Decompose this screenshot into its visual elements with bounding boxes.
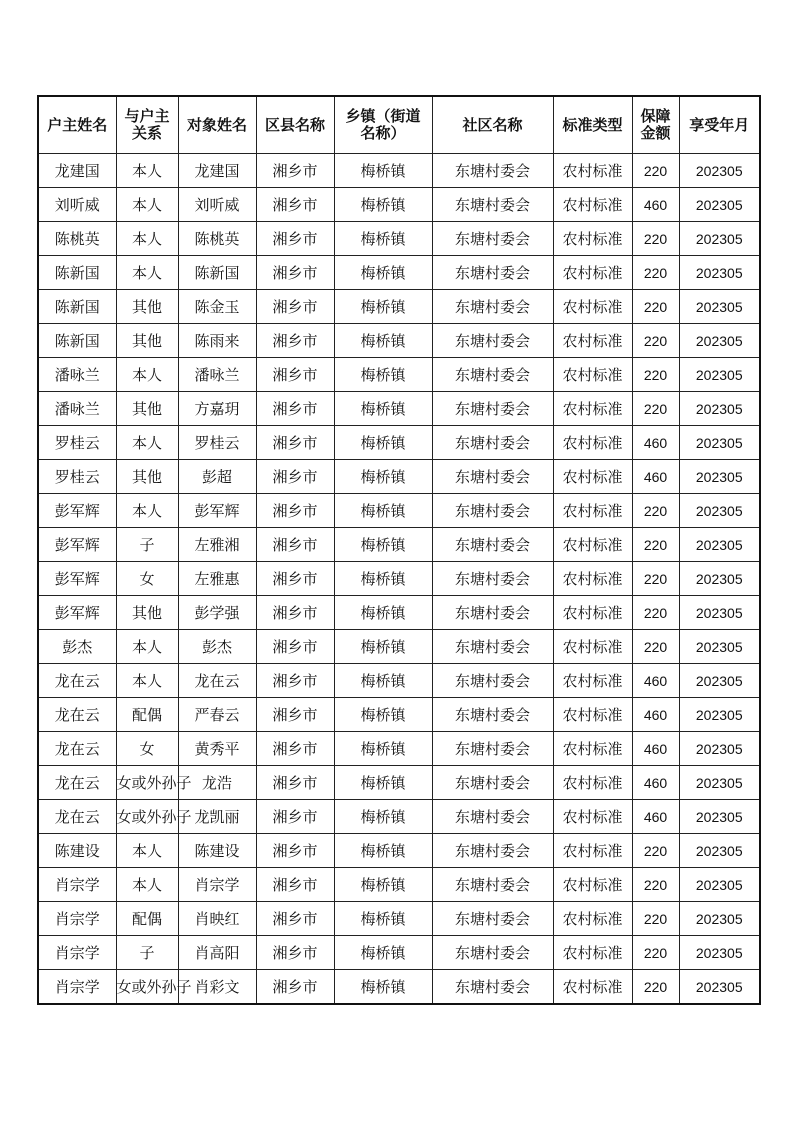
table-row: [38, 154, 760, 188]
cell-standard: 农村标准: [553, 834, 632, 868]
cell-county: 湘乡市: [256, 732, 334, 766]
cell-relation: 其他: [116, 324, 178, 358]
cell-standard: 农村标准: [553, 800, 632, 834]
cell-standard: 农村标准: [553, 868, 632, 902]
cell-township: 梅桥镇: [334, 392, 432, 426]
cell-community: 东塘村委会: [432, 800, 553, 834]
cell-recipient: 陈建设: [178, 834, 256, 868]
table-row: [38, 698, 760, 732]
cell-standard: 农村标准: [553, 188, 632, 222]
header-line: 享受年月: [689, 115, 750, 134]
table-row: [38, 664, 760, 698]
cell-period: 202305: [679, 936, 760, 970]
cell-recipient: 肖宗学: [178, 868, 256, 902]
cell-township: 梅桥镇: [334, 154, 432, 188]
table-row: [38, 834, 760, 868]
cell-relation: 子: [116, 528, 178, 562]
cell-community: 东塘村委会: [432, 528, 553, 562]
cell-standard: 农村标准: [553, 698, 632, 732]
cell-county: 湘乡市: [256, 256, 334, 290]
cell-relation: 本人: [116, 358, 178, 392]
cell-township: 梅桥镇: [334, 970, 432, 1005]
cell-community: 东塘村委会: [432, 732, 553, 766]
cell-recipient: 罗桂云: [178, 426, 256, 460]
cell-household-head: 肖宗学: [38, 970, 116, 1005]
cell-period: 202305: [679, 902, 760, 936]
cell-relation: 其他: [116, 392, 178, 426]
cell-standard: 农村标准: [553, 902, 632, 936]
cell-community: 东塘村委会: [432, 630, 553, 664]
cell-amount: 460: [632, 664, 679, 698]
table-row: [38, 222, 760, 256]
cell-household-head: 龙在云: [38, 732, 116, 766]
table-row: [38, 358, 760, 392]
cell-standard: 农村标准: [553, 664, 632, 698]
cell-community: 东塘村委会: [432, 324, 553, 358]
cell-relation: 本人: [116, 154, 178, 188]
cell-period: 202305: [679, 358, 760, 392]
cell-community: 东塘村委会: [432, 664, 553, 698]
cell-relation: 本人: [116, 426, 178, 460]
cell-period: 202305: [679, 732, 760, 766]
cell-township: 梅桥镇: [334, 596, 432, 630]
cell-county: 湘乡市: [256, 936, 334, 970]
cell-township: 梅桥镇: [334, 460, 432, 494]
table-row: [38, 528, 760, 562]
cell-recipient: 彭杰: [178, 630, 256, 664]
cell-township: 梅桥镇: [334, 902, 432, 936]
cell-relation: 本人: [116, 188, 178, 222]
cell-amount: 220: [632, 290, 679, 324]
cell-amount: 220: [632, 834, 679, 868]
cell-township: 梅桥镇: [334, 494, 432, 528]
cell-township: 梅桥镇: [334, 324, 432, 358]
cell-period: 202305: [679, 154, 760, 188]
cell-period: 202305: [679, 188, 760, 222]
cell-relation: 配偶: [116, 698, 178, 732]
cell-county: 湘乡市: [256, 596, 334, 630]
table-row: [38, 460, 760, 494]
cell-recipient: 陈雨来: [178, 324, 256, 358]
cell-community: 东塘村委会: [432, 562, 553, 596]
cell-community: 东塘村委会: [432, 460, 553, 494]
cell-community: 东塘村委会: [432, 936, 553, 970]
cell-township: 梅桥镇: [334, 358, 432, 392]
cell-community: 东塘村委会: [432, 290, 553, 324]
cell-county: 湘乡市: [256, 392, 334, 426]
cell-standard: 农村标准: [553, 290, 632, 324]
cell-township: 梅桥镇: [334, 868, 432, 902]
cell-amount: 460: [632, 698, 679, 732]
cell-recipient: 肖映红: [178, 902, 256, 936]
cell-amount: 220: [632, 868, 679, 902]
cell-community: 东塘村委会: [432, 426, 553, 460]
cell-recipient: 潘咏兰: [178, 358, 256, 392]
cell-standard: 农村标准: [553, 596, 632, 630]
document-page: [37, 95, 761, 1005]
cell-period: 202305: [679, 596, 760, 630]
table-row: [38, 324, 760, 358]
cell-township: 梅桥镇: [334, 936, 432, 970]
cell-amount: 220: [632, 324, 679, 358]
cell-household-head: 肖宗学: [38, 902, 116, 936]
cell-county: 湘乡市: [256, 290, 334, 324]
cell-relation: 女或外孙子: [116, 800, 178, 834]
table-row: [38, 188, 760, 222]
cell-relation: 其他: [116, 596, 178, 630]
cell-household-head: 陈新国: [38, 324, 116, 358]
header-line: 名称）: [360, 124, 406, 142]
cell-township: 梅桥镇: [334, 800, 432, 834]
cell-standard: 农村标准: [553, 562, 632, 596]
cell-relation: 女: [116, 732, 178, 766]
header-household-head: [38, 96, 116, 154]
cell-amount: 220: [632, 528, 679, 562]
cell-county: 湘乡市: [256, 222, 334, 256]
cell-relation: 本人: [116, 834, 178, 868]
cell-recipient: 陈新国: [178, 256, 256, 290]
cell-township: 梅桥镇: [334, 290, 432, 324]
header-line: 与户主: [124, 107, 170, 125]
cell-county: 湘乡市: [256, 902, 334, 936]
cell-amount: 220: [632, 630, 679, 664]
cell-county: 湘乡市: [256, 970, 334, 1005]
cell-relation: 子: [116, 936, 178, 970]
header-recipient: [178, 96, 256, 154]
cell-amount: 460: [632, 800, 679, 834]
cell-standard: 农村标准: [553, 936, 632, 970]
table-row: [38, 902, 760, 936]
cell-recipient: 彭学强: [178, 596, 256, 630]
cell-period: 202305: [679, 868, 760, 902]
cell-township: 梅桥镇: [334, 426, 432, 460]
cell-recipient: 龙凯丽: [178, 800, 256, 834]
cell-recipient: 方嘉玥: [178, 392, 256, 426]
cell-county: 湘乡市: [256, 630, 334, 664]
header-line: 保障: [640, 107, 671, 125]
table-body: [38, 154, 760, 1005]
table-row: [38, 562, 760, 596]
cell-recipient: 彭超: [178, 460, 256, 494]
table-row: [38, 256, 760, 290]
cell-amount: 220: [632, 936, 679, 970]
cell-standard: 农村标准: [553, 460, 632, 494]
cell-period: 202305: [679, 630, 760, 664]
cell-community: 东塘村委会: [432, 358, 553, 392]
cell-relation: 女或外孙子: [116, 766, 178, 800]
cell-county: 湘乡市: [256, 698, 334, 732]
cell-household-head: 龙在云: [38, 800, 116, 834]
cell-relation: 配偶: [116, 902, 178, 936]
header-community: [432, 96, 553, 154]
table-row: [38, 936, 760, 970]
subsidy-table: [37, 95, 761, 1005]
cell-amount: 220: [632, 970, 679, 1005]
cell-period: 202305: [679, 766, 760, 800]
cell-household-head: 龙在云: [38, 766, 116, 800]
header-line: 对象姓名: [186, 115, 247, 134]
cell-amount: 220: [632, 392, 679, 426]
cell-township: 梅桥镇: [334, 834, 432, 868]
cell-amount: 220: [632, 562, 679, 596]
table-row: [38, 630, 760, 664]
cell-relation: 本人: [116, 494, 178, 528]
cell-community: 东塘村委会: [432, 392, 553, 426]
cell-standard: 农村标准: [553, 426, 632, 460]
table-row: [38, 970, 760, 1005]
cell-period: 202305: [679, 698, 760, 732]
header-standard: [553, 96, 632, 154]
cell-county: 湘乡市: [256, 494, 334, 528]
cell-period: 202305: [679, 460, 760, 494]
cell-relation: 本人: [116, 868, 178, 902]
cell-community: 东塘村委会: [432, 834, 553, 868]
header-amount: [632, 96, 679, 154]
cell-township: 梅桥镇: [334, 256, 432, 290]
cell-community: 东塘村委会: [432, 256, 553, 290]
cell-county: 湘乡市: [256, 188, 334, 222]
cell-recipient: 陈金玉: [178, 290, 256, 324]
cell-recipient: 龙浩: [178, 766, 256, 800]
cell-household-head: 陈桃英: [38, 222, 116, 256]
table-row: [38, 766, 760, 800]
cell-standard: 农村标准: [553, 324, 632, 358]
header-line: 关系: [131, 124, 162, 142]
cell-period: 202305: [679, 562, 760, 596]
cell-township: 梅桥镇: [334, 528, 432, 562]
header-line: 户主姓名: [47, 115, 108, 134]
cell-standard: 农村标准: [553, 970, 632, 1005]
cell-community: 东塘村委会: [432, 596, 553, 630]
cell-period: 202305: [679, 392, 760, 426]
cell-county: 湘乡市: [256, 834, 334, 868]
cell-community: 东塘村委会: [432, 222, 553, 256]
cell-period: 202305: [679, 834, 760, 868]
cell-community: 东塘村委会: [432, 698, 553, 732]
cell-period: 202305: [679, 426, 760, 460]
cell-community: 东塘村委会: [432, 188, 553, 222]
cell-recipient: 彭军辉: [178, 494, 256, 528]
cell-household-head: 彭杰: [38, 630, 116, 664]
cell-amount: 220: [632, 902, 679, 936]
cell-household-head: 彭军辉: [38, 596, 116, 630]
cell-standard: 农村标准: [553, 528, 632, 562]
cell-period: 202305: [679, 664, 760, 698]
cell-community: 东塘村委会: [432, 766, 553, 800]
cell-household-head: 潘咏兰: [38, 392, 116, 426]
cell-relation: 女: [116, 562, 178, 596]
cell-amount: 220: [632, 358, 679, 392]
cell-amount: 220: [632, 256, 679, 290]
table-row: [38, 290, 760, 324]
cell-period: 202305: [679, 256, 760, 290]
header-period: [679, 96, 760, 154]
cell-relation: 其他: [116, 290, 178, 324]
cell-household-head: 龙在云: [38, 698, 116, 732]
cell-amount: 220: [632, 494, 679, 528]
header-township: [334, 96, 432, 154]
cell-standard: 农村标准: [553, 222, 632, 256]
cell-household-head: 龙在云: [38, 664, 116, 698]
cell-standard: 农村标准: [553, 256, 632, 290]
cell-period: 202305: [679, 800, 760, 834]
cell-relation: 本人: [116, 222, 178, 256]
cell-county: 湘乡市: [256, 868, 334, 902]
cell-recipient: 肖彩文: [178, 970, 256, 1005]
cell-amount: 220: [632, 222, 679, 256]
cell-amount: 460: [632, 766, 679, 800]
cell-recipient: 陈桃英: [178, 222, 256, 256]
cell-relation: 本人: [116, 664, 178, 698]
header-line: 标准类型: [562, 115, 623, 134]
header-line: 乡镇（街道: [345, 107, 421, 125]
table-row: [38, 868, 760, 902]
header-relation: [116, 96, 178, 154]
header-line: 区县名称: [264, 115, 325, 134]
cell-recipient: 肖高阳: [178, 936, 256, 970]
cell-household-head: 刘听威: [38, 188, 116, 222]
cell-recipient: 左雅湘: [178, 528, 256, 562]
cell-county: 湘乡市: [256, 154, 334, 188]
cell-township: 梅桥镇: [334, 766, 432, 800]
cell-household-head: 肖宗学: [38, 936, 116, 970]
cell-township: 梅桥镇: [334, 698, 432, 732]
table-row: [38, 392, 760, 426]
table-row: [38, 596, 760, 630]
cell-relation: 本人: [116, 256, 178, 290]
cell-household-head: 彭军辉: [38, 562, 116, 596]
cell-community: 东塘村委会: [432, 970, 553, 1005]
table-row: [38, 494, 760, 528]
cell-standard: 农村标准: [553, 154, 632, 188]
cell-community: 东塘村委会: [432, 494, 553, 528]
header-line: 金额: [640, 124, 671, 142]
cell-period: 202305: [679, 970, 760, 1005]
cell-household-head: 罗桂云: [38, 426, 116, 460]
cell-township: 梅桥镇: [334, 188, 432, 222]
cell-standard: 农村标准: [553, 392, 632, 426]
cell-county: 湘乡市: [256, 800, 334, 834]
cell-household-head: 罗桂云: [38, 460, 116, 494]
cell-household-head: 彭军辉: [38, 494, 116, 528]
cell-period: 202305: [679, 290, 760, 324]
cell-township: 梅桥镇: [334, 222, 432, 256]
cell-recipient: 龙建国: [178, 154, 256, 188]
cell-community: 东塘村委会: [432, 902, 553, 936]
cell-relation: 其他: [116, 460, 178, 494]
header-county: [256, 96, 334, 154]
cell-amount: 460: [632, 426, 679, 460]
cell-recipient: 黄秀平: [178, 732, 256, 766]
table-row: [38, 800, 760, 834]
cell-standard: 农村标准: [553, 732, 632, 766]
table-row: [38, 426, 760, 460]
cell-county: 湘乡市: [256, 664, 334, 698]
cell-county: 湘乡市: [256, 358, 334, 392]
table-header: [38, 96, 760, 154]
cell-amount: 220: [632, 154, 679, 188]
cell-standard: 农村标准: [553, 358, 632, 392]
cell-township: 梅桥镇: [334, 664, 432, 698]
header-line: 社区名称: [462, 115, 523, 134]
cell-recipient: 左雅惠: [178, 562, 256, 596]
cell-township: 梅桥镇: [334, 630, 432, 664]
cell-county: 湘乡市: [256, 528, 334, 562]
cell-period: 202305: [679, 494, 760, 528]
cell-household-head: 潘咏兰: [38, 358, 116, 392]
cell-standard: 农村标准: [553, 630, 632, 664]
cell-household-head: 陈新国: [38, 290, 116, 324]
cell-recipient: 刘听威: [178, 188, 256, 222]
cell-county: 湘乡市: [256, 426, 334, 460]
cell-county: 湘乡市: [256, 460, 334, 494]
cell-community: 东塘村委会: [432, 154, 553, 188]
cell-community: 东塘村委会: [432, 868, 553, 902]
cell-county: 湘乡市: [256, 562, 334, 596]
header-row: [38, 96, 760, 154]
table-row: [38, 732, 760, 766]
cell-amount: 460: [632, 188, 679, 222]
cell-period: 202305: [679, 528, 760, 562]
cell-household-head: 龙建国: [38, 154, 116, 188]
cell-period: 202305: [679, 324, 760, 358]
cell-household-head: 彭军辉: [38, 528, 116, 562]
cell-recipient: 龙在云: [178, 664, 256, 698]
cell-period: 202305: [679, 222, 760, 256]
cell-relation: 本人: [116, 630, 178, 664]
cell-township: 梅桥镇: [334, 732, 432, 766]
cell-standard: 农村标准: [553, 766, 632, 800]
cell-household-head: 肖宗学: [38, 868, 116, 902]
cell-amount: 460: [632, 732, 679, 766]
cell-township: 梅桥镇: [334, 562, 432, 596]
cell-standard: 农村标准: [553, 494, 632, 528]
cell-amount: 220: [632, 596, 679, 630]
cell-amount: 460: [632, 460, 679, 494]
cell-recipient: 严春云: [178, 698, 256, 732]
cell-county: 湘乡市: [256, 324, 334, 358]
cell-county: 湘乡市: [256, 766, 334, 800]
cell-household-head: 陈新国: [38, 256, 116, 290]
cell-relation: 女或外孙子: [116, 970, 178, 1005]
cell-household-head: 陈建设: [38, 834, 116, 868]
